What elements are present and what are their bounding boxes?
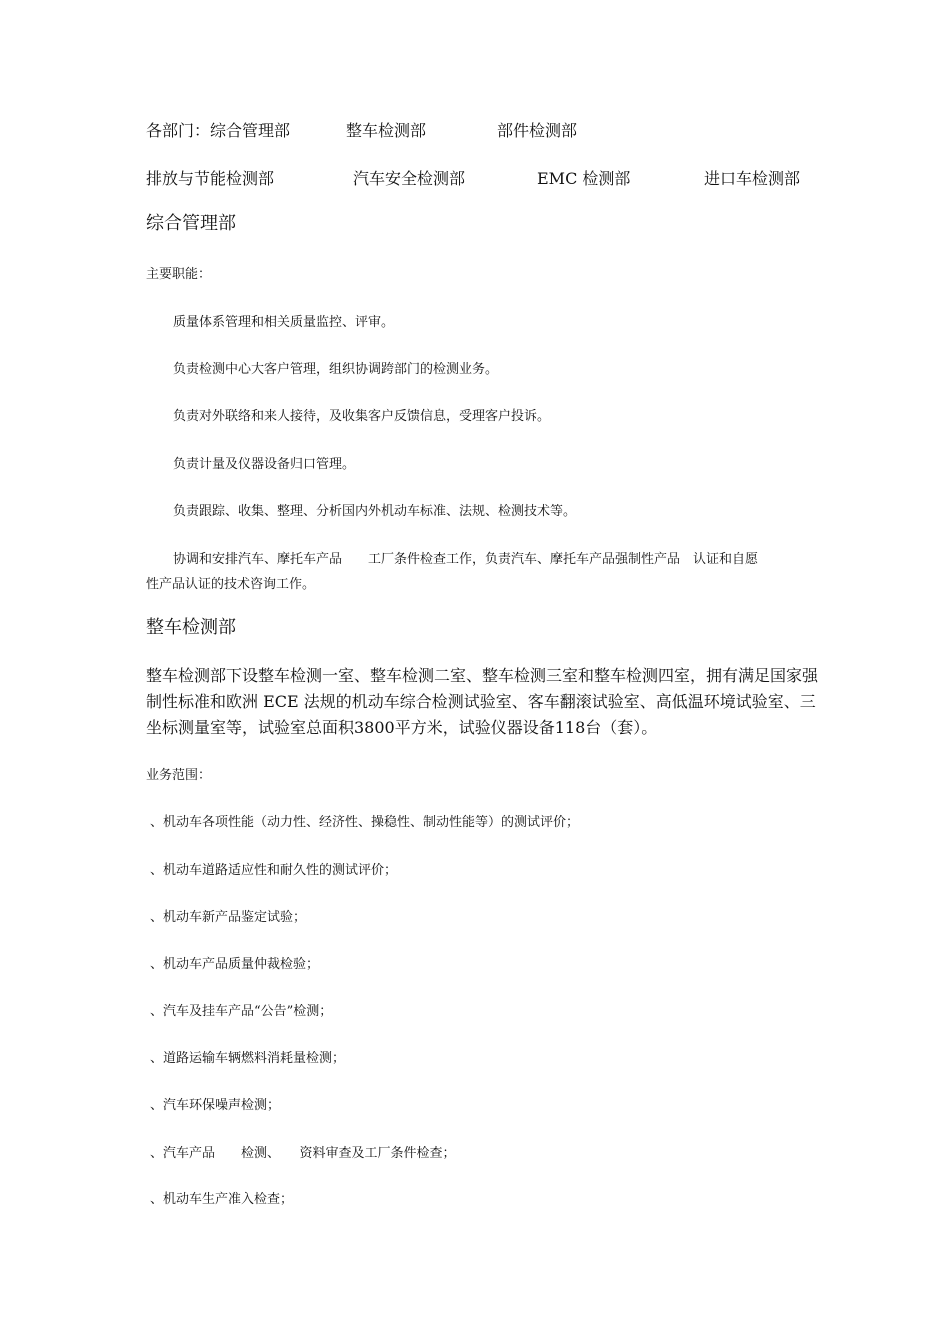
- list-item: 、机动车新产品鉴定试验；: [150, 910, 307, 925]
- list-item: 负责跟踪、收集、整理、分析国内外机动车标准、法规、检测技术等。: [173, 504, 577, 519]
- description-line: 整车检测部下设整车检测一室、整车检测二室、整车检测三室和整车检测四室，拥有满足国家强: [146, 666, 819, 685]
- department-vehicle-safety: 汽车安全检测部: [353, 169, 466, 188]
- department-parts-testing: 部件检测部: [497, 121, 578, 140]
- list-item: 、机动车各项性能（动力性、经济性、操稳性、制动性能等）的测试评价；: [150, 815, 580, 830]
- list-item: 、机动车生产准入检查；: [150, 1192, 294, 1207]
- list-item-continuation: 性产品认证的技术咨询工作。: [146, 577, 316, 592]
- list-item: 、汽车环保噪声检测；: [150, 1098, 281, 1113]
- list-item: 协调和安排汽车、摩托车产品 工厂条件检查工作，负责汽车、摩托车产品强制性产品 认证和自愿: [173, 552, 759, 567]
- department-list-prefix: 各部门：综合管理部: [146, 121, 291, 140]
- department-vehicle-testing: 整车检测部: [346, 121, 427, 140]
- section-heading-vehicle-testing: 整车检测部: [146, 617, 236, 638]
- list-item: 负责计量及仪器设备归口管理。: [173, 457, 356, 472]
- list-item: 质量体系管理和相关质量监控、评审。: [173, 315, 395, 330]
- description-line: 坐标测量室等，试验室总面积3800平方米，试验仪器设备118台（套）。: [146, 718, 658, 737]
- department-emission-energy: 排放与节能检测部: [146, 169, 275, 188]
- list-item: 、道路运输车辆燃料消耗量检测；: [150, 1051, 346, 1066]
- description-line: 制性标准和欧洲 ECE 法规的机动车综合检测试验室、客车翻滚试验室、高低温环境试验室、三: [146, 692, 816, 711]
- list-item: 、机动车道路适应性和耐久性的测试评价；: [150, 863, 398, 878]
- list-item: 、汽车及挂车产品“公告”检测；: [150, 1004, 333, 1019]
- business-scope-label: 业务范围：: [146, 768, 212, 783]
- list-item: 负责检测中心大客户管理，组织协调跨部门的检测业务。: [173, 362, 499, 377]
- main-functions-label: 主要职能：: [146, 267, 212, 282]
- list-item: 负责对外联络和来人接待，及收集客户反馈信息，受理客户投诉。: [173, 409, 551, 424]
- list-item: 、汽车产品 检测、 资料审查及工厂条件检查；: [150, 1146, 456, 1161]
- department-emc: EMC 检测部: [537, 169, 631, 188]
- section-heading-general-management: 综合管理部: [146, 213, 236, 234]
- list-item: 、机动车产品质量仲裁检验；: [150, 957, 320, 972]
- department-import-vehicle: 进口车检测部: [704, 169, 801, 188]
